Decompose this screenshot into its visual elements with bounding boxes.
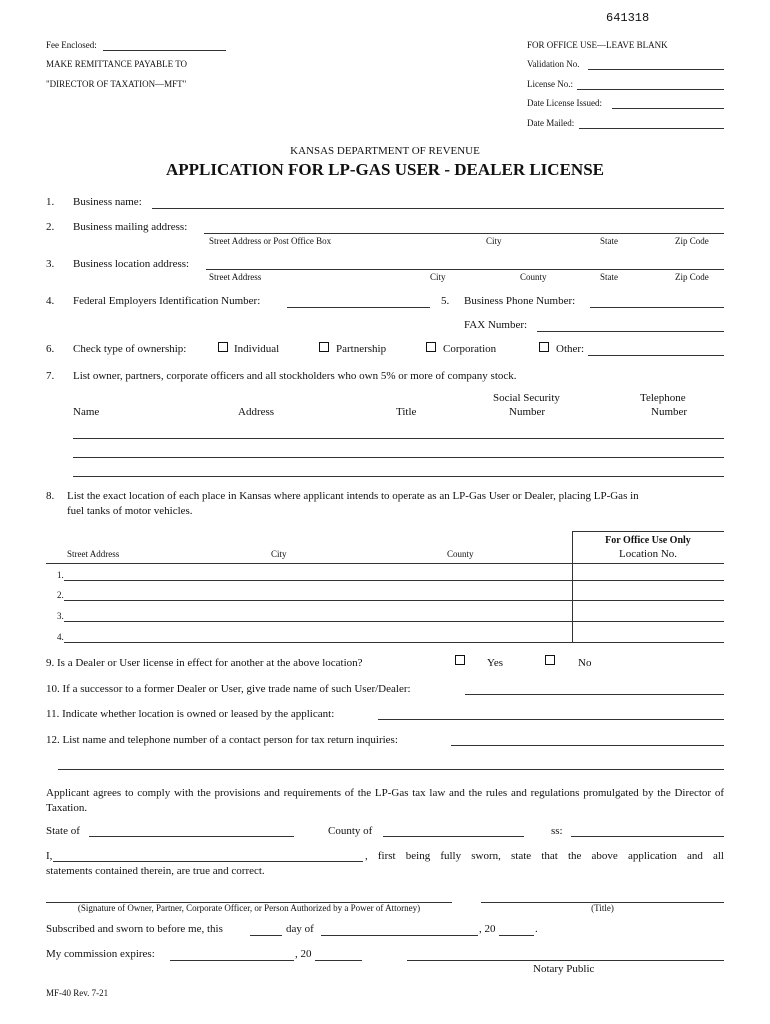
date-mailed-field[interactable] bbox=[579, 128, 724, 129]
q3-sub-state: State bbox=[600, 272, 618, 282]
corporation-label: Corporation bbox=[443, 343, 497, 355]
q7-label: List owner, partners, corporate officers and all stockholders who own 5% or more of company stock. bbox=[73, 370, 517, 382]
fax-label: FAX Number: bbox=[464, 319, 528, 331]
q9-label: 9. Is a Dealer or User license in effect for another at the above location? bbox=[46, 657, 363, 669]
notary-month-field[interactable] bbox=[321, 935, 478, 936]
q2-sub-street: Street Address or Post Office Box bbox=[209, 236, 332, 246]
q5-number: 5. bbox=[441, 295, 450, 307]
mailing-address-field[interactable] bbox=[204, 233, 724, 234]
partnership-checkbox[interactable] bbox=[319, 342, 329, 352]
business-phone-field[interactable] bbox=[590, 307, 724, 308]
other-field[interactable] bbox=[588, 355, 724, 356]
notary-signature-line[interactable] bbox=[407, 960, 724, 961]
q3-sub-street: Street Address bbox=[209, 272, 262, 282]
col-name: Name bbox=[73, 406, 100, 418]
q11-label: 11. Indicate whether location is owned or leased by the applicant: bbox=[46, 708, 335, 720]
q3-number: 3. bbox=[46, 258, 55, 270]
location-row-4[interactable] bbox=[64, 642, 724, 643]
fein-field[interactable] bbox=[287, 307, 430, 308]
commission-date-field[interactable] bbox=[170, 960, 294, 961]
ss-label: ss: bbox=[551, 825, 563, 837]
validation-field[interactable] bbox=[588, 69, 724, 70]
commission-year-field[interactable] bbox=[315, 960, 362, 961]
subscribed-label: Subscribed and sworn to before me, this bbox=[46, 923, 223, 935]
yes-label: Yes bbox=[487, 657, 504, 669]
form-number: 641318 bbox=[606, 11, 650, 25]
q8-line-1: List the exact location of each place in Kansas where applicant intends to operate as an LP-Gas User or Dealer, placing LP-Gas in bbox=[67, 490, 639, 502]
q8-line-2: fuel tanks of motor vehicles. bbox=[67, 505, 193, 517]
q2-sub-city: City bbox=[486, 236, 502, 246]
location-row-1[interactable] bbox=[64, 580, 724, 581]
q2-sub-zip: Zip Code bbox=[675, 236, 709, 246]
q8-header-line bbox=[46, 563, 724, 564]
q3-sub-city: City bbox=[430, 272, 446, 282]
col-ssn-1: Social Security bbox=[493, 392, 560, 404]
license-label: License No.: bbox=[527, 79, 573, 89]
commission-year-prefix: , 20 bbox=[295, 948, 312, 960]
commission-label: My commission expires: bbox=[46, 948, 155, 960]
date-mailed-label: Date Mailed: bbox=[527, 118, 575, 128]
title-caption: (Title) bbox=[591, 903, 614, 913]
q4-number: 4. bbox=[46, 295, 55, 307]
location-row-number: 2. bbox=[57, 590, 64, 600]
q6-label: Check type of ownership: bbox=[73, 343, 187, 355]
signature-caption: (Signature of Owner, Partner, Corporate Officer, or Person Authorized by a Power of Attorney) bbox=[77, 903, 421, 913]
partnership-label: Partnership bbox=[336, 343, 387, 355]
remittance-line-1: MAKE REMITTANCE PAYABLE TO bbox=[46, 59, 188, 69]
county-of-label: County of bbox=[328, 825, 373, 837]
q2-label: Business mailing address: bbox=[73, 221, 188, 233]
county-of-field[interactable] bbox=[383, 836, 524, 837]
location-row-number: 1. bbox=[57, 570, 64, 580]
state-of-label: State of bbox=[46, 825, 80, 837]
col-ssn-2: Number bbox=[509, 406, 546, 418]
oath-sworn: , first being fully sworn, state that the above application and all bbox=[365, 850, 724, 862]
license-field[interactable] bbox=[577, 89, 724, 90]
validation-label: Validation No. bbox=[527, 59, 580, 69]
q8-col-street: Street Address bbox=[67, 549, 120, 559]
q3-sub-zip: Zip Code bbox=[675, 272, 709, 282]
q2-sub-state: State bbox=[600, 236, 618, 246]
q12-label: 12. List name and telephone number of a contact person for tax return inquiries: bbox=[46, 734, 398, 746]
individual-checkbox[interactable] bbox=[218, 342, 228, 352]
other-label: Other: bbox=[556, 343, 585, 355]
q3-sub-county: County bbox=[520, 272, 547, 282]
q7-number: 7. bbox=[46, 370, 55, 382]
office-location-title: For Office Use Only bbox=[605, 535, 691, 546]
q6-number: 6. bbox=[46, 343, 55, 355]
corporation-checkbox[interactable] bbox=[426, 342, 436, 352]
q8-number: 8. bbox=[46, 490, 55, 502]
office-location-sub: Location No. bbox=[618, 548, 678, 560]
q1-label: Business name: bbox=[73, 196, 142, 208]
owner-row-1[interactable] bbox=[73, 438, 724, 439]
no-checkbox[interactable] bbox=[545, 655, 555, 665]
fee-enclosed-field[interactable] bbox=[103, 50, 226, 51]
successor-field[interactable] bbox=[465, 694, 724, 695]
year-prefix: , 20 bbox=[479, 923, 496, 935]
agreement-text: Applicant agrees to comply with the provisions and requirements of the LP-Gas tax law and the rules and regulations promulgated by the Director of Taxation. bbox=[46, 787, 724, 814]
col-tel-2: Number bbox=[651, 406, 688, 418]
contact-field[interactable] bbox=[451, 745, 724, 746]
contact-field-line-2[interactable] bbox=[58, 769, 724, 770]
q1-number: 1. bbox=[46, 196, 55, 208]
other-checkbox[interactable] bbox=[539, 342, 549, 352]
notary-period: . bbox=[535, 923, 538, 935]
owned-leased-field[interactable] bbox=[378, 719, 724, 720]
col-address: Address bbox=[238, 406, 275, 418]
fax-field[interactable] bbox=[537, 331, 724, 332]
q4-label: Federal Employers Identification Number: bbox=[73, 295, 261, 307]
individual-label: Individual bbox=[234, 343, 280, 355]
ss-field[interactable] bbox=[571, 836, 724, 837]
day-of-label: day of bbox=[286, 923, 314, 935]
owner-row-2[interactable] bbox=[73, 457, 724, 458]
oath-line-2: statements contained therein, are true and correct. bbox=[46, 865, 265, 877]
date-issued-field[interactable] bbox=[612, 108, 724, 109]
q8-col-city: City bbox=[271, 549, 287, 559]
q2-number: 2. bbox=[46, 221, 55, 233]
col-tel-1: Telephone bbox=[640, 392, 686, 404]
oath-i: I, bbox=[46, 850, 53, 862]
office-use-title: FOR OFFICE USE—LEAVE BLANK bbox=[527, 40, 668, 50]
no-label: No bbox=[578, 657, 592, 669]
location-row-3[interactable] bbox=[64, 621, 724, 622]
notary-day-field[interactable] bbox=[250, 935, 282, 936]
state-of-field[interactable] bbox=[89, 836, 294, 837]
q3-label: Business location address: bbox=[73, 258, 190, 270]
yes-checkbox[interactable] bbox=[455, 655, 465, 665]
fee-enclosed-label: Fee Enclosed: bbox=[46, 40, 97, 50]
notary-public-caption: Notary Public bbox=[533, 963, 595, 975]
date-issued-label: Date License Issued: bbox=[527, 98, 602, 108]
q8-col-county: County bbox=[447, 549, 474, 559]
col-title: Title bbox=[396, 406, 417, 418]
affiant-name-field[interactable] bbox=[53, 861, 363, 862]
remittance-line-2: "DIRECTOR OF TAXATION—MFT" bbox=[46, 79, 187, 89]
location-row-number: 3. bbox=[57, 611, 64, 621]
business-name-field[interactable] bbox=[152, 208, 724, 209]
location-row-number: 4. bbox=[57, 632, 64, 642]
q5-label: Business Phone Number: bbox=[464, 295, 576, 307]
agency-name: KANSAS DEPARTMENT OF REVENUE bbox=[290, 145, 480, 157]
location-address-field[interactable] bbox=[206, 269, 724, 270]
location-row-2[interactable] bbox=[64, 600, 724, 601]
form-revision: MF-40 Rev. 7-21 bbox=[46, 988, 109, 998]
office-box-top bbox=[572, 531, 724, 532]
notary-year-field[interactable] bbox=[499, 935, 534, 936]
q10-label: 10. If a successor to a former Dealer or User, give trade name of such User/Dealer: bbox=[46, 683, 411, 695]
page-title: APPLICATION FOR LP-GAS USER - DEALER LICENSE bbox=[166, 160, 604, 179]
owner-row-3[interactable] bbox=[73, 476, 724, 477]
